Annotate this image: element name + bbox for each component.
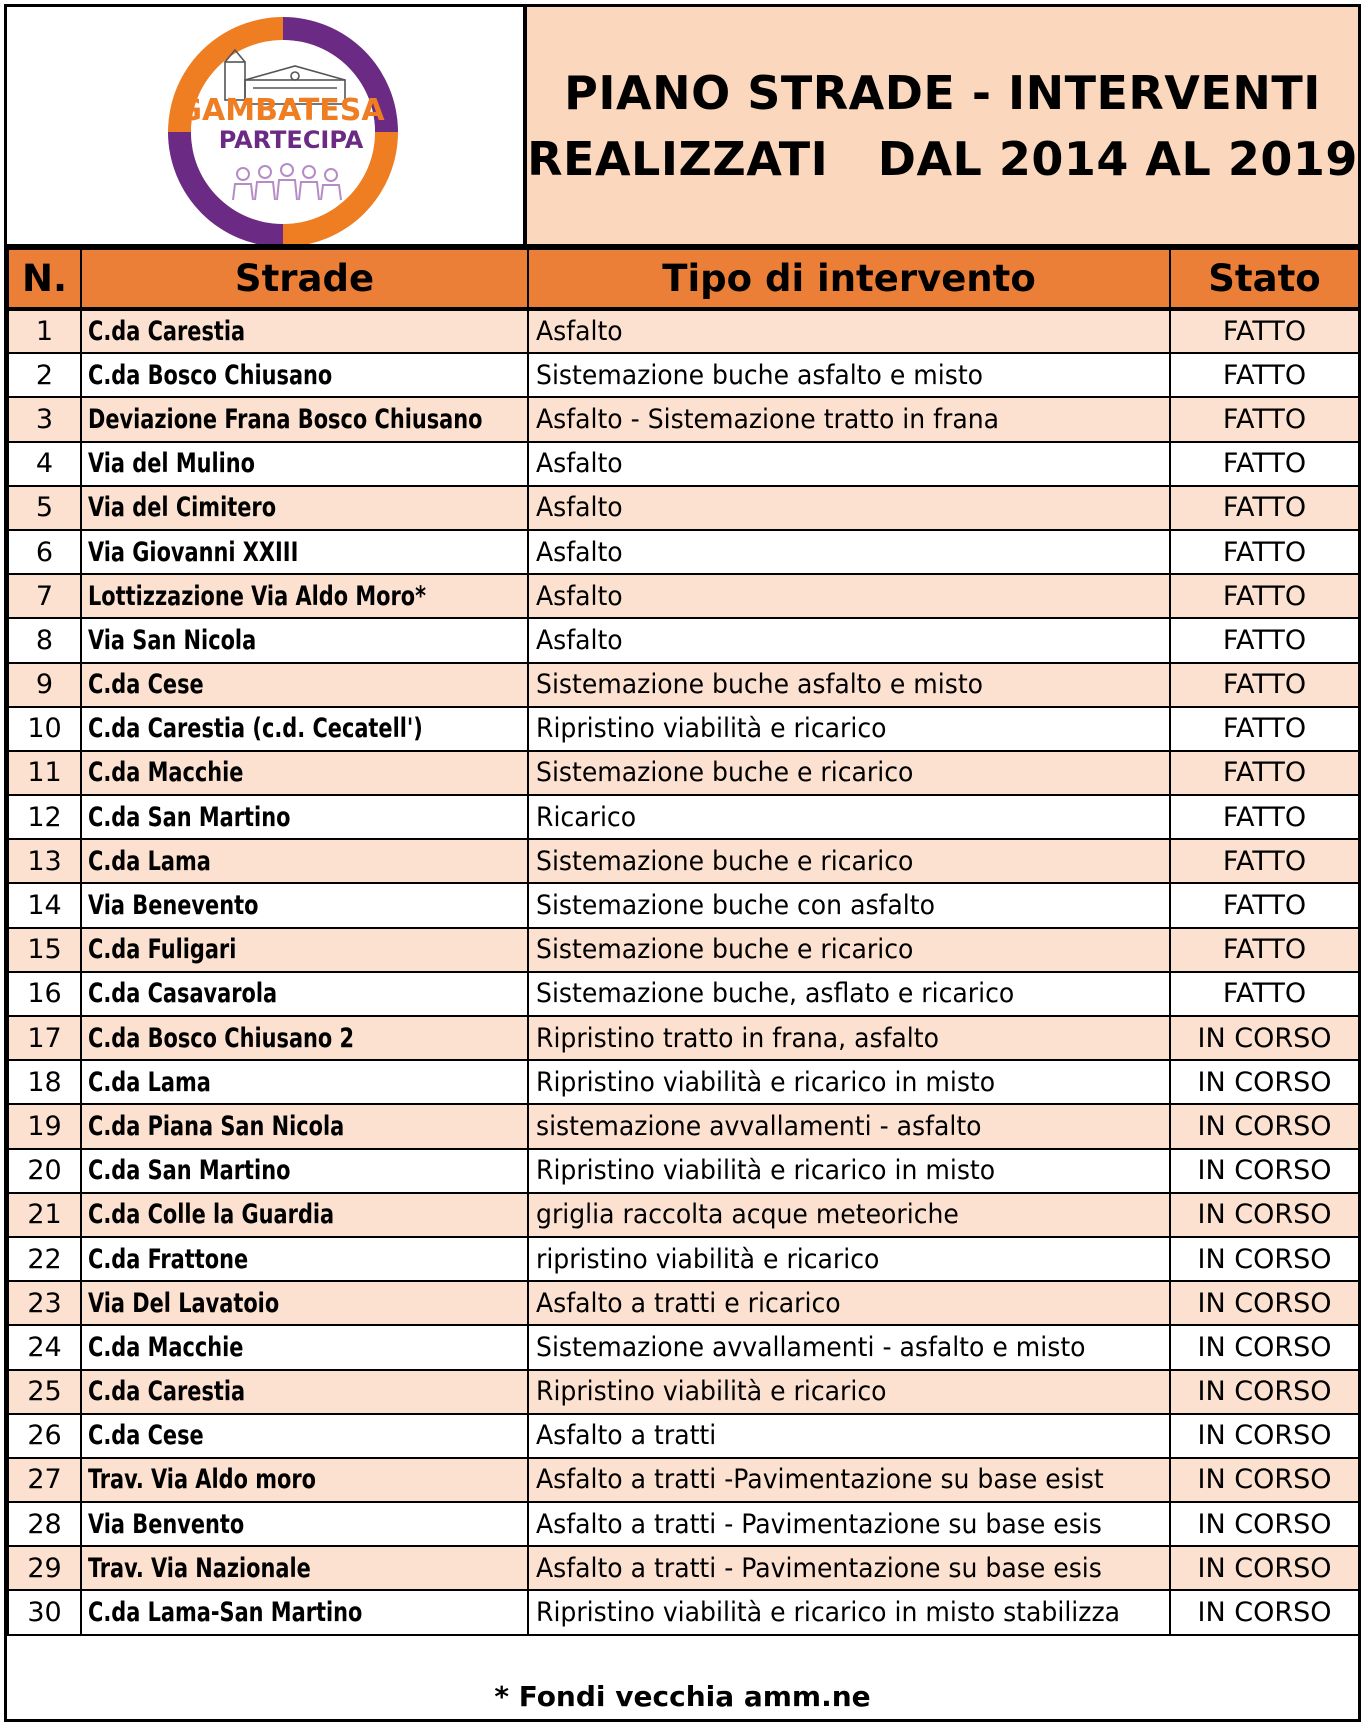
cell-stato: IN CORSO — [1170, 1546, 1359, 1590]
cell-tipo — [528, 1016, 1170, 1060]
cell-stato: IN CORSO — [1170, 1325, 1359, 1369]
cell-tipo — [528, 751, 1170, 795]
cell-number: 1 — [8, 309, 81, 353]
cell-number: 13 — [8, 839, 81, 883]
cell-strada-text: Via Del Lavatoio — [88, 1287, 280, 1319]
cell-strada-text: C.da Lama — [88, 1066, 211, 1098]
cell-number: 16 — [8, 972, 81, 1016]
cell-tipo-text: Asfalto — [536, 580, 623, 612]
column-header-number: N. — [8, 249, 81, 309]
cell-strada-text: Trav. Via Nazionale — [88, 1552, 311, 1584]
cell-strada — [81, 1590, 528, 1634]
header — [7, 7, 1358, 248]
table-row — [8, 397, 1359, 441]
cell-stato: FATTO — [1170, 795, 1359, 839]
cell-tipo-text: Sistemazione buche, asflato e ricarico — [536, 978, 1015, 1010]
cell-number: 28 — [8, 1502, 81, 1546]
cell-strada — [81, 574, 528, 618]
cell-tipo — [528, 618, 1170, 662]
cell-strada-text: C.da Lama-San Martino — [88, 1597, 363, 1629]
cell-tipo — [528, 353, 1170, 397]
cell-tipo — [528, 1149, 1170, 1193]
cell-strada — [81, 1016, 528, 1060]
cell-tipo-text: sistemazione avvallamenti - asfalto — [536, 1110, 982, 1142]
cell-stato: FATTO — [1170, 353, 1359, 397]
cell-tipo-text: ripristino viabilità e ricarico — [536, 1243, 880, 1275]
cell-strada-text: Via del Mulino — [88, 448, 256, 480]
cell-number: 12 — [8, 795, 81, 839]
cell-strada — [81, 309, 528, 353]
cell-tipo-text: Asfalto a tratti - Pavimentazione su base esis — [536, 1552, 1102, 1584]
table-row — [8, 442, 1359, 486]
cell-tipo — [528, 883, 1170, 927]
cell-number: 3 — [8, 397, 81, 441]
cell-strada — [81, 839, 528, 883]
cell-tipo — [528, 1414, 1170, 1458]
table-row — [8, 1458, 1359, 1502]
cell-stato: IN CORSO — [1170, 1458, 1359, 1502]
table-row — [8, 1325, 1359, 1369]
cell-strada-text: C.da Carestia (c.d. Cecatell') — [88, 713, 423, 745]
cell-strada — [81, 972, 528, 1016]
cell-tipo-text: Ripristino viabilità e ricarico — [536, 1376, 887, 1408]
cell-strada — [81, 1281, 528, 1325]
cell-strada — [81, 1458, 528, 1502]
cell-number: 8 — [8, 618, 81, 662]
cell-tipo — [528, 972, 1170, 1016]
cell-strada — [81, 1414, 528, 1458]
cell-strada — [81, 397, 528, 441]
cell-strada-text: C.da Carestia — [88, 316, 246, 348]
cell-strada-text: Lottizzazione Via Aldo Moro* — [88, 580, 427, 612]
cell-strada-text: C.da Cese — [88, 1420, 204, 1452]
cell-stato: FATTO — [1170, 618, 1359, 662]
cell-strada — [81, 1325, 528, 1369]
cell-stato: FATTO — [1170, 663, 1359, 707]
table-row — [8, 618, 1359, 662]
cell-strada — [81, 618, 528, 662]
roads-table — [7, 248, 1360, 1636]
cell-stato: FATTO — [1170, 928, 1359, 972]
logo-text-top: GAMBATESA — [177, 93, 385, 128]
table-row — [8, 972, 1359, 1016]
column-header-stato: Stato — [1170, 249, 1359, 309]
title-line-1: PIANO STRADE - INTERVENTI — [564, 65, 1321, 120]
cell-number: 10 — [8, 707, 81, 751]
cell-number: 6 — [8, 530, 81, 574]
cell-tipo — [528, 1281, 1170, 1325]
cell-stato: IN CORSO — [1170, 1149, 1359, 1193]
cell-tipo-text: Asfalto a tratti e ricarico — [536, 1287, 841, 1319]
cell-stato: FATTO — [1170, 442, 1359, 486]
table-row — [8, 883, 1359, 927]
cell-tipo-text: Sistemazione buche e ricarico — [536, 934, 914, 966]
logo-text-bottom: PARTECIPA — [218, 126, 364, 154]
cell-number: 9 — [8, 663, 81, 707]
cell-tipo — [528, 1060, 1170, 1104]
cell-tipo — [528, 1458, 1170, 1502]
cell-tipo-text: Sistemazione buche asfalto e misto — [536, 669, 984, 701]
cell-tipo-text: Ripristino tratto in frana, asfalto — [536, 1022, 939, 1054]
cell-strada — [81, 486, 528, 530]
cell-stato: FATTO — [1170, 530, 1359, 574]
cell-number: 7 — [8, 574, 81, 618]
cell-tipo-text: Asfalto a tratti - Pavimentazione su base esis — [536, 1508, 1102, 1540]
cell-stato: IN CORSO — [1170, 1281, 1359, 1325]
cell-strada — [81, 530, 528, 574]
cell-number: 29 — [8, 1546, 81, 1590]
cell-stato: FATTO — [1170, 397, 1359, 441]
cell-stato: IN CORSO — [1170, 1104, 1359, 1148]
cell-stato: FATTO — [1170, 972, 1359, 1016]
cell-strada-text: Trav. Via Aldo moro — [88, 1464, 316, 1496]
cell-tipo — [528, 442, 1170, 486]
cell-tipo — [528, 530, 1170, 574]
table-row — [8, 1370, 1359, 1414]
table-row — [8, 1546, 1359, 1590]
table-row — [8, 1281, 1359, 1325]
cell-number: 27 — [8, 1458, 81, 1502]
cell-tipo-text: Asfalto — [536, 624, 623, 656]
cell-stato: IN CORSO — [1170, 1193, 1359, 1237]
cell-strada-text: C.da Colle la Guardia — [88, 1199, 335, 1231]
cell-tipo — [528, 1502, 1170, 1546]
cell-strada — [81, 751, 528, 795]
table-row — [8, 1414, 1359, 1458]
cell-number: 22 — [8, 1237, 81, 1281]
cell-tipo-text: griglia raccolta acque meteoriche — [536, 1199, 959, 1231]
cell-tipo — [528, 1370, 1170, 1414]
cell-strada — [81, 1149, 528, 1193]
cell-strada-text: C.da Piana San Nicola — [88, 1110, 345, 1142]
cell-number: 24 — [8, 1325, 81, 1369]
table-row — [8, 663, 1359, 707]
cell-stato: IN CORSO — [1170, 1370, 1359, 1414]
cell-stato: FATTO — [1170, 574, 1359, 618]
cell-tipo-text: Asfalto — [536, 316, 623, 348]
cell-tipo-text: Ripristino viabilità e ricarico in misto stabilizza — [536, 1597, 1121, 1629]
cell-tipo — [528, 839, 1170, 883]
table-row — [8, 1193, 1359, 1237]
cell-tipo — [528, 397, 1170, 441]
cell-number: 26 — [8, 1414, 81, 1458]
cell-stato: FATTO — [1170, 309, 1359, 353]
table-row — [8, 751, 1359, 795]
cell-tipo-text: Asfalto — [536, 448, 623, 480]
cell-strada-text: C.da Cese — [88, 669, 204, 701]
cell-tipo-text: Asfalto — [536, 492, 623, 524]
cell-strada-text: Via del Cimitero — [88, 492, 277, 524]
cell-number: 14 — [8, 883, 81, 927]
cell-strada — [81, 1502, 528, 1546]
cell-stato: IN CORSO — [1170, 1237, 1359, 1281]
cell-tipo — [528, 928, 1170, 972]
cell-strada-text: C.da Carestia — [88, 1376, 246, 1408]
table-row — [8, 1149, 1359, 1193]
cell-strada — [81, 1237, 528, 1281]
cell-stato: IN CORSO — [1170, 1590, 1359, 1634]
table-body — [8, 309, 1359, 1635]
cell-tipo — [528, 309, 1170, 353]
cell-stato: IN CORSO — [1170, 1414, 1359, 1458]
cell-tipo-text: Sistemazione avvallamenti - asfalto e misto — [536, 1331, 1086, 1363]
cell-strada — [81, 663, 528, 707]
cell-tipo-text: Asfalto a tratti -Pavimentazione su base esist — [536, 1464, 1104, 1496]
cell-stato: FATTO — [1170, 839, 1359, 883]
cell-number: 18 — [8, 1060, 81, 1104]
cell-tipo — [528, 1193, 1170, 1237]
cell-stato: FATTO — [1170, 751, 1359, 795]
cell-strada — [81, 353, 528, 397]
cell-strada-text: C.da Fuligari — [88, 934, 237, 966]
logo-cell — [7, 7, 527, 244]
cell-number: 11 — [8, 751, 81, 795]
table-row — [8, 309, 1359, 353]
cell-number: 5 — [8, 486, 81, 530]
table-row — [8, 1016, 1359, 1060]
cell-tipo-text: Asfalto a tratti — [536, 1420, 717, 1452]
cell-strada-text: C.da Macchie — [88, 1331, 244, 1363]
cell-strada-text: Via Giovanni XXIII — [88, 536, 299, 568]
title-cell — [527, 7, 1358, 244]
cell-stato: IN CORSO — [1170, 1060, 1359, 1104]
page-title — [527, 60, 1358, 192]
cell-number: 25 — [8, 1370, 81, 1414]
cell-stato: IN CORSO — [1170, 1016, 1359, 1060]
cell-number: 30 — [8, 1590, 81, 1634]
cell-tipo — [528, 1546, 1170, 1590]
cell-stato: FATTO — [1170, 883, 1359, 927]
table-row — [8, 1104, 1359, 1148]
cell-strada-text: C.da Macchie — [88, 757, 244, 789]
cell-strada — [81, 795, 528, 839]
cell-number: 21 — [8, 1193, 81, 1237]
cell-strada — [81, 1193, 528, 1237]
table-row — [8, 1590, 1359, 1634]
cell-tipo-text: Ripristino viabilità e ricarico in misto — [536, 1066, 996, 1098]
cell-tipo-text: Sistemazione buche e ricarico — [536, 845, 914, 877]
cell-strada-text: C.da Frattone — [88, 1243, 249, 1275]
cell-number: 17 — [8, 1016, 81, 1060]
cell-number: 2 — [8, 353, 81, 397]
cell-strada-text: C.da Bosco Chiusano — [88, 359, 333, 391]
cell-strada — [81, 928, 528, 972]
cell-strada — [81, 1104, 528, 1148]
table-row — [8, 1502, 1359, 1546]
cell-strada-text: Via Benvento — [88, 1508, 245, 1540]
cell-strada — [81, 1370, 528, 1414]
cell-tipo — [528, 1590, 1170, 1634]
cell-tipo — [528, 486, 1170, 530]
cell-tipo — [528, 1104, 1170, 1148]
cell-strada-text: C.da San Martino — [88, 1155, 291, 1187]
document-sheet — [4, 4, 1361, 1722]
cell-tipo-text: Ripristino viabilità e ricarico — [536, 713, 887, 745]
column-header-strade: Strade — [81, 249, 528, 309]
table-row — [8, 795, 1359, 839]
cell-tipo-text: Ricarico — [536, 801, 637, 833]
cell-tipo-text: Asfalto - Sistemazione tratto in frana — [536, 403, 1000, 435]
table-row — [8, 574, 1359, 618]
cell-number: 19 — [8, 1104, 81, 1148]
table-row — [8, 707, 1359, 751]
cell-strada — [81, 883, 528, 927]
cell-number: 4 — [8, 442, 81, 486]
cell-number: 15 — [8, 928, 81, 972]
cell-strada — [81, 1060, 528, 1104]
cell-strada-text: Via Benevento — [88, 890, 259, 922]
cell-tipo-text: Asfalto — [536, 536, 623, 568]
cell-tipo-text: Ripristino viabilità e ricarico in misto — [536, 1155, 996, 1187]
cell-strada-text: Via San Nicola — [88, 624, 257, 656]
cell-strada — [81, 707, 528, 751]
cell-strada-text: Deviazione Frana Bosco Chiusano — [88, 403, 483, 435]
cell-strada-text: C.da Lama — [88, 845, 211, 877]
cell-tipo — [528, 1325, 1170, 1369]
footnote: * Fondi vecchia amm.ne — [494, 1680, 871, 1713]
table-row — [8, 839, 1359, 883]
column-header-tipo: Tipo di intervento — [528, 249, 1170, 309]
cell-number: 20 — [8, 1149, 81, 1193]
cell-tipo-text: Sistemazione buche e ricarico — [536, 757, 914, 789]
cell-strada — [81, 442, 528, 486]
cell-tipo-text: Sistemazione buche con asfalto — [536, 890, 935, 922]
cell-tipo-text: Sistemazione buche asfalto e misto — [536, 359, 984, 391]
table-row — [8, 353, 1359, 397]
cell-tipo — [528, 707, 1170, 751]
table-row — [8, 486, 1359, 530]
cell-strada-text: C.da Bosco Chiusano 2 — [88, 1022, 355, 1054]
cell-tipo — [528, 574, 1170, 618]
cell-tipo — [528, 1237, 1170, 1281]
cell-number: 23 — [8, 1281, 81, 1325]
table-row — [8, 1237, 1359, 1281]
cell-stato: FATTO — [1170, 707, 1359, 751]
title-line-2: REALIZZATI DAL 2014 AL 2019 — [527, 131, 1358, 186]
cell-stato: FATTO — [1170, 486, 1359, 530]
table-row — [8, 1060, 1359, 1104]
cell-stato: IN CORSO — [1170, 1502, 1359, 1546]
cell-tipo — [528, 795, 1170, 839]
cell-strada-text: C.da Casavarola — [88, 978, 278, 1010]
cell-tipo — [528, 663, 1170, 707]
table-row — [8, 928, 1359, 972]
table-header-row — [8, 249, 1359, 309]
cell-strada — [81, 1546, 528, 1590]
table-row — [8, 530, 1359, 574]
cell-strada-text: C.da San Martino — [88, 801, 291, 833]
gambatesa-partecipa-logo — [7, 7, 527, 244]
